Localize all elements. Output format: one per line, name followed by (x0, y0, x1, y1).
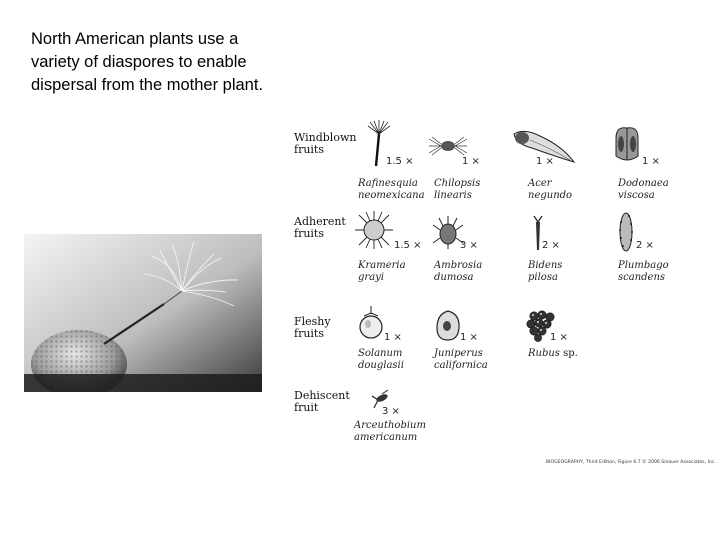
diaspore-figure (292, 120, 720, 470)
magnification-label: 1 × (550, 332, 568, 343)
category-windblown: Windblown fruits (294, 131, 357, 156)
species-name: Acer negundo (528, 178, 573, 201)
chilopsis-seed-icon (428, 134, 468, 158)
species-name: Arceuthobium americanum (354, 420, 426, 443)
magnification-label: 1.5 × (394, 240, 422, 251)
solanum-berry-icon (358, 304, 384, 342)
species-name: Solanum douglasii (358, 348, 404, 371)
species-name: Dodonaea viscosa (618, 178, 669, 201)
figure-credit: BIOGEOGRAPHY, Third Edition, Figure 6.7 © 2006 Sinauer Associates, Inc. (546, 460, 716, 465)
species-name: Chilopsis linearis (434, 178, 481, 201)
category-adherent: Adherent fruits (294, 215, 346, 240)
species-name: Rubus sp. (528, 348, 578, 359)
category-dehiscent: Dehiscent fruit (294, 389, 350, 414)
krameria-bur-icon (354, 210, 394, 250)
magnification-label: 2 × (636, 240, 654, 251)
juniperus-cone-icon (434, 308, 462, 342)
magnification-label: 1.5 × (386, 156, 414, 167)
magnification-label: 3 × (382, 406, 400, 417)
plumbago-fruit-icon (614, 208, 638, 254)
magnification-label: 1 × (462, 156, 480, 167)
species-name: Juniperus californica (434, 348, 488, 371)
dodonaea-capsule-icon (610, 124, 644, 164)
magnification-label: 1 × (384, 332, 402, 343)
magnification-label: 2 × (542, 240, 560, 251)
species-name: Ambrosia dumosa (434, 260, 483, 283)
caption-text: North American plants use a variety of diaspores to enable dispersal from the mother plant. (31, 30, 264, 94)
dandelion-photo (24, 234, 262, 392)
category-fleshy: Fleshy fruits (294, 315, 331, 340)
species-name: Bidens pilosa (528, 260, 563, 283)
magnification-label: 1 × (460, 332, 478, 343)
species-name: Krameria grayi (358, 260, 406, 283)
species-name: Plumbago scandens (618, 260, 669, 283)
magnification-label: 1 × (536, 156, 554, 167)
magnification-label: 3 × (460, 240, 478, 251)
magnification-label: 1 × (642, 156, 660, 167)
species-name: Rafinesquia neomexicana (358, 178, 425, 201)
